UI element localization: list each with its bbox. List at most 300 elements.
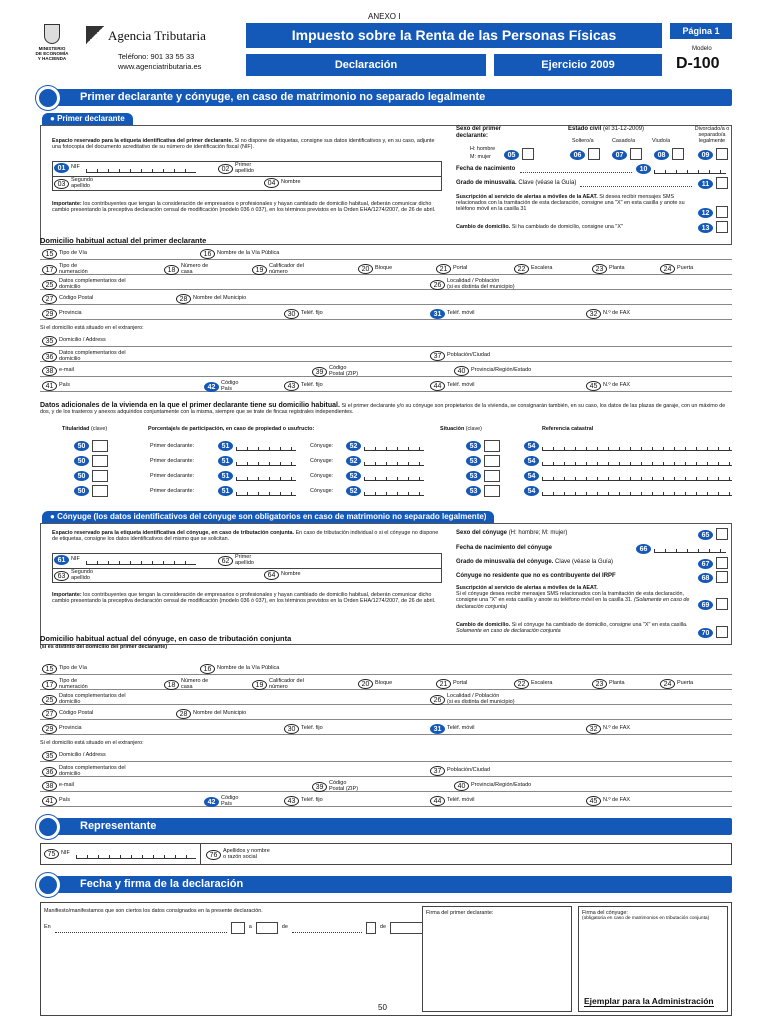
firma2-label (582, 910, 722, 922)
box-41-badge: 41 (42, 381, 57, 391)
conyuge-important-note (52, 592, 444, 604)
conyuge-alertas (456, 585, 694, 610)
cambio-input[interactable] (716, 221, 728, 233)
poblacion-label: Población/Ciudad (447, 767, 491, 774)
agency-name: Agencia Tributaria (108, 28, 206, 43)
porcentaje-primer-input[interactable] (236, 487, 296, 496)
telf-movil-label: Teléf. móvil (447, 310, 475, 317)
codigo-pais-field[interactable] (204, 796, 241, 807)
label-space-desc: Si no dispone de etiquetas, consigne sus datos identificativos y, en su caso, adjunte una fotocopia del documento acreditativo de su número de identificación fiscal (NIF). (52, 138, 435, 151)
complementarios-label: Datos complementarios del domicilio (59, 693, 126, 705)
box-41-badge: 41 (42, 796, 57, 806)
complementarios-field[interactable] (42, 279, 139, 290)
model-code: D-100 (676, 55, 720, 72)
porcentaje-conyuge-input[interactable] (364, 487, 424, 496)
referencia-input[interactable] (542, 472, 732, 481)
localidad-label: Localidad / Población (447, 278, 500, 284)
poblacion-field[interactable] (430, 351, 490, 361)
localidad-note: (si es distinta del municipio) (447, 698, 515, 705)
section-bullet-icon (36, 86, 60, 110)
codigo-pais-label: Código País (221, 795, 239, 807)
box-31-badge: 31 (430, 309, 445, 319)
calificador-field[interactable] (252, 679, 309, 690)
alertas-title: Suscripción al servicio de alertas a móviles de la AEAT. (456, 194, 598, 200)
box-68-badge: 68 (698, 573, 713, 583)
porcentaje-conyuge-input[interactable] (364, 442, 424, 451)
telf-movil-field[interactable] (430, 309, 475, 319)
vivienda-primer-label: Primer declarante: (150, 458, 195, 464)
provincia-field[interactable] (42, 309, 82, 319)
conyuge-minusvalia-label (456, 559, 613, 566)
section-primer-declarante: Primer declarante y cónyuge, en caso de matrimonio no separado legalmente (40, 89, 732, 106)
box-26-badge: 26 (430, 695, 445, 705)
telf-fijo-ext-label: Teléf. fijo (301, 797, 323, 804)
mes-box[interactable] (366, 922, 376, 934)
box-52-badge: 52 (346, 486, 361, 496)
box-45-badge: 45 (586, 381, 601, 391)
vivienda-row (40, 440, 732, 454)
tipo-via-field[interactable] (42, 664, 87, 674)
nombre-label: Nombre (281, 179, 301, 186)
provincia-label: Provincia (59, 725, 82, 732)
box-15-badge: 15 (42, 249, 57, 259)
porcentaje-primer-input[interactable] (236, 457, 296, 466)
conyuge-important-text: los contribuyentes que tengan la consideración de empresarios o profesionales y hayan cambiado de domicilio habitual, deberán comunicar dicho cambio presentando la preceptiva declaración censal de modificación (modelo 036 ó 037), en los términos previstos en la Orden EHA/1274/2007, de 26 de abril. (52, 592, 436, 605)
conyuge-label-title: Espacio reservado para la etiqueta identificativa del cónyuge, en caso de tributación conjunta. (52, 530, 295, 536)
conyuge-line-mid (52, 568, 442, 569)
lugar-box[interactable] (231, 922, 245, 934)
telf-movil-label: Teléf. móvil (447, 725, 475, 732)
zip-label: Código Postal (ZIP) (329, 780, 359, 792)
box-13-badge: 13 (698, 223, 713, 233)
segundo-apellido-label: Segundo apellido (71, 177, 94, 189)
portal-field[interactable] (436, 264, 467, 274)
address-row-3 (40, 278, 732, 290)
box-51-badge: 51 (218, 441, 233, 451)
fax-ext-label: N.º de FAX (603, 382, 631, 389)
fax-ext-field[interactable] (586, 381, 630, 391)
telf-fijo-ext-field[interactable] (284, 796, 323, 806)
box-35-badge: 35 (42, 751, 57, 761)
telf-fijo-field[interactable] (284, 724, 323, 734)
fecha-nac-input[interactable] (654, 165, 726, 174)
planta-label: Planta (609, 265, 625, 272)
email-field[interactable] (42, 366, 74, 376)
porcentaje-conyuge-input[interactable] (364, 472, 424, 481)
zip-field[interactable] (312, 366, 361, 377)
portal-label: Portal (453, 265, 468, 272)
de2-label: de (379, 924, 387, 931)
tab-label: Primer declarante (57, 114, 125, 123)
pais-field[interactable] (42, 796, 70, 806)
zip-field[interactable] (312, 781, 361, 792)
fax-field[interactable] (586, 309, 630, 319)
minusvalia-label (456, 180, 576, 187)
referencia-header: Referencia catastral (542, 426, 594, 432)
porcentaje-conyuge-input[interactable] (364, 457, 424, 466)
box-66-badge: 66 (636, 544, 651, 554)
conyuge-alertas-input[interactable] (716, 598, 728, 610)
box-50-badge: 50 (74, 456, 89, 466)
address-label: Domicilio / Address (59, 337, 106, 344)
localidad-field[interactable] (430, 694, 537, 705)
referencia-input[interactable] (542, 457, 732, 466)
box-10-badge: 10 (636, 164, 651, 174)
telf-fijo-label: Teléf. fijo (301, 310, 323, 317)
domicilio-title: Domicilio habitual actual del primer declarante (40, 236, 207, 245)
box-51-badge: 51 (218, 486, 233, 496)
box-42-badge: 42 (204, 382, 219, 392)
email-field[interactable] (42, 781, 74, 791)
localidad-field[interactable] (430, 279, 537, 290)
agency-phone: Teléfono: 901 33 55 33 (118, 52, 195, 61)
conyuge-address-row-7 (40, 765, 732, 777)
important-text: los contribuyentes que tengan la consideración de empresarios o profesionales y hayan cambiado de domicilio habitual, deberán comunicar dicho cambio presentando la preceptiva declaración censal de modificación (modelo 036 ó 037), en los términos previstos en la Orden EHA/1274/2007, de 26 de abril. (52, 201, 436, 214)
estado-title: Estado civil (568, 126, 602, 132)
cp-field[interactable] (42, 294, 93, 304)
conyuge-address-row-8 (40, 780, 732, 792)
box-54-badge: 54 (524, 456, 539, 466)
lugar-input[interactable] (55, 923, 227, 933)
box-37-badge: 37 (430, 766, 445, 776)
box-32-badge: 32 (586, 309, 601, 319)
box-45-badge: 45 (586, 796, 601, 806)
box-61-badge: 61 (54, 555, 69, 565)
complementarios-ext-field[interactable] (42, 351, 139, 362)
box-50-badge: 50 (74, 486, 89, 496)
vivienda-text (40, 403, 732, 415)
estado-date: (el 31-12-2009) (603, 126, 645, 132)
box-15-badge: 15 (42, 664, 57, 674)
box-65-badge: 65 (698, 530, 713, 540)
ministry-name: MINISTERIO DE ECONOMÍA Y HACIENDA (35, 46, 69, 61)
address-row-9 (40, 380, 732, 392)
titularidad-input[interactable] (92, 470, 108, 482)
alertas-input[interactable] (716, 206, 728, 218)
en-label: En (44, 924, 51, 931)
no-residente-input[interactable] (716, 571, 728, 583)
region-field[interactable] (454, 781, 531, 791)
conyuge-cambio-note: Solamente en caso de declaración conjunta (456, 628, 561, 635)
conyuge-cambio-title: Cambio de domicilio. (456, 622, 511, 628)
fax-ext-field[interactable] (586, 796, 630, 806)
fecha-nac-dots (520, 172, 632, 173)
calificador-field[interactable] (252, 264, 309, 275)
puerta-field[interactable] (660, 264, 693, 274)
portal-field[interactable] (436, 679, 467, 689)
address-field[interactable] (42, 336, 106, 346)
localidad-label: Localidad / Población (447, 693, 500, 699)
form-title: Impuesto sobre la Renta de las Personas Físicas (246, 23, 662, 48)
box-30-badge: 30 (284, 724, 299, 734)
vivienda-primer-label: Primer declarante: (150, 443, 195, 449)
titularidad-input[interactable] (92, 485, 108, 497)
region-label: Provincia/Región/Estado (471, 782, 532, 789)
page-label: Página 1 (670, 23, 732, 39)
rep-nombre-label: Apellidos y nombre o razón social (223, 848, 270, 860)
situacion-label: Situación (440, 426, 465, 432)
pais-label: País (59, 382, 71, 389)
divorciado-input[interactable] (716, 148, 728, 160)
municipio-field[interactable] (176, 709, 246, 719)
box-07-badge: 07 (612, 150, 627, 160)
vivienda-title: Datos adicionales de la vivienda en la que el primer declarante tiene su domicilio habitual. (40, 402, 340, 409)
planta-field[interactable] (592, 679, 625, 689)
nombre-via-label: Nombre de la Vía Pública (217, 250, 280, 257)
telf-movil-ext-field[interactable] (430, 796, 475, 806)
box-54-badge: 54 (524, 471, 539, 481)
estado-civil-title (568, 126, 644, 133)
codigo-pais-field[interactable] (204, 381, 241, 392)
situacion-input[interactable] (484, 455, 500, 467)
provincia-label: Provincia (59, 310, 82, 317)
referencia-input[interactable] (542, 487, 732, 496)
conyuge-nif-input[interactable] (86, 556, 196, 565)
cambio-title: Cambio de domicilio. (456, 224, 511, 230)
box-38-badge: 38 (42, 366, 57, 376)
conyuge-minusvalia-input[interactable] (716, 557, 728, 569)
mes-input[interactable] (292, 923, 362, 933)
box-23-badge: 23 (592, 679, 607, 689)
box-03-badge: 03 (54, 179, 69, 189)
coat-of-arms-icon (44, 24, 60, 44)
box-63-badge: 63 (54, 571, 69, 581)
nombre-via-field[interactable] (200, 249, 279, 259)
box-43-badge: 43 (284, 381, 299, 391)
box-53-badge: 53 (466, 441, 481, 451)
planta-field[interactable] (592, 264, 625, 274)
important-title: Importante: (52, 201, 82, 207)
cp-label: Código Postal (59, 710, 94, 717)
box-12-badge: 12 (698, 208, 713, 218)
nif-group (54, 163, 196, 173)
tipo-via-field[interactable] (42, 249, 87, 259)
box-26-badge: 26 (430, 280, 445, 290)
box-28-badge: 28 (176, 709, 191, 719)
region-label: Provincia/Región/Estado (471, 367, 532, 374)
conyuge-sexo-key: (H: hombre; M: mujer) (508, 530, 568, 536)
telf-fijo-ext-field[interactable] (284, 381, 323, 391)
rep-nif-input[interactable] (76, 850, 196, 859)
box-20-badge: 20 (358, 679, 373, 689)
box-35-badge: 35 (42, 336, 57, 346)
bloque-field[interactable] (358, 679, 392, 689)
poblacion-field[interactable] (430, 766, 490, 776)
box-19-badge: 19 (252, 265, 267, 275)
box-09-badge: 09 (698, 150, 713, 160)
box-25-badge: 25 (42, 280, 57, 290)
codigo-pais-label: Código País (221, 380, 239, 392)
tipo-num-field[interactable] (42, 679, 103, 690)
titularidad-label: Titularidad (62, 426, 90, 432)
cambio-desc: Si ha cambiado de domicilio, consigne una "X" (511, 224, 623, 230)
fax-label: N.º de FAX (603, 310, 631, 317)
box-44-badge: 44 (430, 796, 445, 806)
porcentaje-header: Porcentaje/s de participación, en caso de propiedad o usufructo: (148, 426, 315, 432)
tipo-num-label: Tipo de numeración (59, 678, 88, 690)
conyuge-sexo-input[interactable] (716, 528, 728, 540)
telf-movil-ext-field[interactable] (430, 381, 475, 391)
fax-ext-label: N.º de FAX (603, 797, 631, 804)
address-row-8 (40, 365, 732, 377)
porcentaje-primer-input[interactable] (236, 442, 296, 451)
box-29-badge: 29 (42, 724, 57, 734)
no-residente-label: Cónyuge no residente que no es contribuyente del IRPF (456, 573, 616, 579)
a-label: a (248, 924, 252, 931)
form-subtitle: Declaración (246, 54, 486, 76)
alertas-desc: Si desea recibir mensajes SMS relacionados con la tramitación de esta declaración, consigne una "X" en esta casilla y anote su teléfono móvil en la casilla 31 (456, 194, 685, 213)
soltero-label: Soltero/a (572, 138, 594, 144)
conyuge-nombre-label: Nombre (281, 571, 301, 578)
alertas-text (456, 194, 694, 213)
box-54-badge: 54 (524, 441, 539, 451)
section-firma: Fecha y firma de la declaración (40, 876, 732, 893)
box-04-badge: 04 (264, 178, 279, 188)
box-38-badge: 38 (42, 781, 57, 791)
conyuge-cambio-input[interactable] (716, 626, 728, 638)
titularidad-input[interactable] (92, 440, 108, 452)
box-11-badge: 11 (698, 179, 713, 189)
numero-field[interactable] (164, 264, 211, 275)
numero-field[interactable] (164, 679, 211, 690)
municipio-label: Nombre del Municipio (193, 295, 247, 302)
bloque-label: Bloque (375, 680, 393, 687)
zip-label: Código Postal (ZIP) (329, 365, 359, 377)
minusvalia-title: Grado de minusvalía. (456, 180, 517, 186)
vivienda-row (40, 455, 732, 469)
rep-divider (200, 843, 201, 865)
escalera-label: Escalera (531, 265, 553, 272)
box-22-badge: 22 (514, 679, 529, 689)
complementarios-ext-field[interactable] (42, 766, 139, 777)
tipo-via-label: Tipo de Vía (59, 250, 87, 257)
conyuge-alertas-note: (Solamente en caso de declaración conjunta) (456, 597, 690, 610)
primer-apellido-group (218, 163, 269, 174)
referencia-input[interactable] (542, 442, 732, 451)
vivienda-primer-label: Primer declarante: (150, 473, 195, 479)
numero-label: Número de casa (181, 678, 209, 690)
conyuge-fecha-input[interactable] (654, 544, 726, 553)
extranjero-label: Si el domicilio está situado en el extranjero: (40, 325, 144, 331)
telf-movil-ext-label: Teléf. móvil (447, 797, 475, 804)
fax-field[interactable] (586, 724, 630, 734)
nif-input[interactable] (86, 164, 196, 173)
box-27-badge: 27 (42, 294, 57, 304)
region-field[interactable] (454, 366, 531, 376)
vivienda-row (40, 485, 732, 499)
poblacion-label: Población/Ciudad (447, 352, 491, 359)
telf-fijo-field[interactable] (284, 309, 323, 319)
firma-primer-declarante[interactable] (422, 906, 572, 1012)
sexo-input[interactable] (522, 148, 534, 160)
situacion-input[interactable] (484, 485, 500, 497)
porcentaje-primer-input[interactable] (236, 472, 296, 481)
label-space-text (52, 138, 442, 150)
municipio-label: Nombre del Municipio (193, 710, 247, 717)
titularidad-input[interactable] (92, 455, 108, 467)
casado-input[interactable] (630, 148, 642, 160)
municipio-field[interactable] (176, 294, 246, 304)
telf-movil-ext-label: Teléf. móvil (447, 382, 475, 389)
box-22-badge: 22 (514, 264, 529, 274)
tipo-num-field[interactable] (42, 264, 103, 275)
cp-field[interactable] (42, 709, 93, 719)
pais-field[interactable] (42, 381, 70, 391)
label-space-title: Espacio reservado para la etiqueta identificativa del primer declarante. (52, 138, 233, 144)
representante-bullet-icon (36, 815, 60, 839)
rep-nif-group (44, 849, 196, 859)
escalera-field[interactable] (514, 264, 552, 274)
conyuge-minusvalia-title: Grado de minusvalía del cónyuge. (456, 559, 554, 565)
situacion-input[interactable] (484, 470, 500, 482)
conyuge-address-row-3 (40, 693, 732, 705)
conyuge-minusvalia-key: Clave (véase la Guía) (555, 559, 614, 565)
de1-label: de (281, 924, 288, 931)
minusvalia-dots (580, 186, 692, 187)
box-30-badge: 30 (284, 309, 299, 319)
rep-nombre-group (206, 849, 273, 860)
box-64-badge: 64 (264, 570, 279, 580)
box-17-badge: 17 (42, 680, 57, 690)
soltero-input[interactable] (588, 148, 600, 160)
address-row-2 (40, 263, 732, 275)
complementarios-ext-label: Datos complementarios del domicilio (59, 765, 126, 777)
address-row-4 (40, 293, 732, 305)
situacion-header (440, 426, 482, 432)
box-21-badge: 21 (436, 264, 451, 274)
complementarios-ext-label: Datos complementarios del domicilio (59, 350, 126, 362)
address-row-6 (40, 335, 732, 347)
situacion-input[interactable] (484, 440, 500, 452)
box-21-badge: 21 (436, 679, 451, 689)
pais-label: País (59, 797, 71, 804)
sexo-hombre: H: hombre (470, 146, 496, 152)
complementarios-field[interactable] (42, 694, 139, 705)
email-label: e-mail (59, 782, 74, 789)
box-50-badge: 50 (74, 471, 89, 481)
puerta-field[interactable] (660, 679, 693, 689)
agency-emblem-icon (86, 26, 104, 44)
situacion-clave: (clave) (465, 426, 482, 432)
conyuge-address-row-1 (40, 663, 732, 675)
model-label: Modelo (692, 46, 712, 52)
bloque-field[interactable] (358, 264, 392, 274)
viudo-input[interactable] (672, 148, 684, 160)
escalera-field[interactable] (514, 679, 552, 689)
telf-movil-field[interactable] (430, 724, 475, 734)
conyuge-apellido1-label: Primer apellido (235, 554, 254, 566)
conyuge-fecha-label: Fecha de nacimiento del cónyuge (456, 545, 553, 551)
conyuge-sexo-title: Sexo del cónyuge (456, 530, 508, 536)
box-37-badge: 37 (430, 351, 445, 361)
box-20-badge: 20 (358, 264, 373, 274)
provincia-field[interactable] (42, 724, 82, 734)
box-27-badge: 27 (42, 709, 57, 719)
address-label: Domicilio / Address (59, 752, 106, 759)
conyuge-label-text: En caso de tributación individual o si el cónyuge no dispone de etiquetas, consigne los datos identificativos del mismo que se solicitan. (52, 530, 439, 543)
address-field[interactable] (42, 751, 106, 761)
nif-label: NIF (71, 164, 80, 171)
box-51-badge: 51 (218, 456, 233, 466)
nombre-via-field[interactable] (200, 664, 279, 674)
dia-input[interactable] (256, 922, 278, 934)
box-25-badge: 25 (42, 695, 57, 705)
nombre-group (264, 178, 301, 188)
planta-label: Planta (609, 680, 625, 687)
minusvalia-input[interactable] (716, 177, 728, 189)
numero-label: Número de casa (181, 263, 209, 275)
section-representante: Representante (40, 818, 732, 835)
